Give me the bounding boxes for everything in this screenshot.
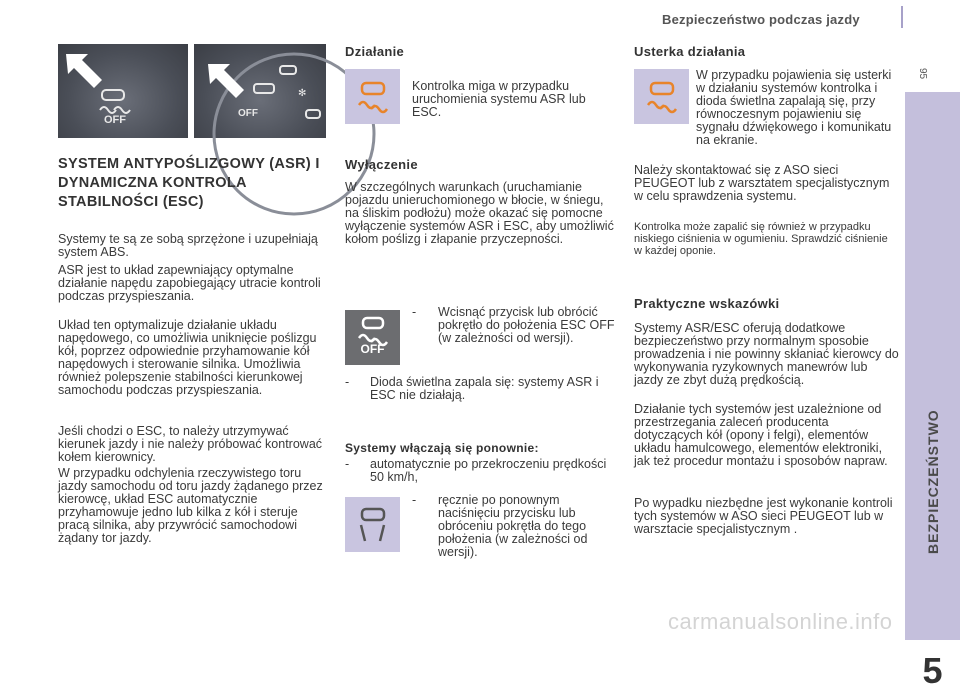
wylaczenie-heading: Wyłączenie bbox=[345, 157, 418, 172]
svg-text:✻: ✻ bbox=[298, 88, 307, 99]
praktyczne-heading: Praktyczne wskazówki bbox=[634, 296, 780, 311]
left-paragraph-2: ASR jest to układ zapewniający optymalne działanie napędu zapobiegający utracie kontroli podczas przyspieszania. bbox=[58, 263, 321, 303]
left-paragraph-5: W przypadku odchylenia rzeczywistego toru jazdy samochodu od toru jazdy żądanego przez kierowcę, układ ESC automatycznie przyhamowuje jedno lub kilka z kół i steruje pracą silnika, aby przywrócić samochodowi żądany tor jazdy. bbox=[58, 466, 323, 545]
knob-dial-icon bbox=[194, 44, 326, 138]
left-paragraph-3: Układ ten optymalizuje działanie układu napędowego, co umożliwia uniknięcie poślizgu kół, poprzez odpowiednie przyhamowanie kół napędowych i sterowanie silnika. Umożliwia również polepszenie stabilności kierunkowej samochodu podczas przyspieszania. bbox=[58, 318, 317, 397]
asr-skid-icon bbox=[345, 69, 400, 124]
praktyczne-paragraph-2: Działanie tych systemów jest uzależnione od przestrzegania zaleceń producenta dotyczących kół (opony i felgi), elementów układu hamulcowego, elementów elektroniki, jak też procedur montażu i sposobów napraw. bbox=[634, 402, 888, 468]
usterka-note: Kontrolka może zapalić się również w przypadku niskiego ciśnienia w ogumieniu. Sprawdzić ciśnienie w każdej oponie. bbox=[634, 221, 888, 257]
chapter-sidetab bbox=[905, 92, 960, 691]
knob-off-label: OFF bbox=[238, 108, 258, 119]
bullet-dash: - bbox=[412, 305, 417, 319]
photo-off-label: OFF bbox=[104, 114, 126, 126]
bullet-dash: - bbox=[345, 375, 350, 389]
dzialanie-text: Kontrolka miga w przypadku uruchomienia systemu ASR lub ESC. bbox=[412, 79, 586, 119]
page-number: 95 bbox=[917, 68, 928, 80]
praktyczne-paragraph-1: Systemy ASR/ESC oferują dodatkowe bezpieczeństwo przy normalnym sposobie prowadzenia i nie powinny skłaniać kierowcy do wykonywania ryzykownych manewrów lub jazdy ze zbyt dużą prędkością. bbox=[634, 321, 899, 387]
bullet-dash: - bbox=[412, 493, 417, 507]
usterka-text: W przypadku pojawienia się usterki w działaniu systemów kontrolka i dioda świetlna zapalają się, przy równoczesnym pojawieniu się sygnału dźwiękowego i komunikatu na ekranie. bbox=[696, 68, 892, 147]
usterka-contact: Należy skontaktować się z ASO sieci PEUGEOT lub z warsztatem specjalistycznym w celu sprawdzenia systemu. bbox=[634, 163, 890, 203]
esc-off-button-box bbox=[345, 310, 400, 365]
fault-skid-icon bbox=[634, 69, 689, 124]
lane-icon-box bbox=[345, 497, 400, 552]
chapter-label: BEZPIECZEŃSTWO bbox=[924, 409, 941, 554]
chapter-number: 5 bbox=[922, 650, 943, 691]
watermark: carmanualsonline.info bbox=[668, 609, 893, 634]
esc-off-label: OFF bbox=[360, 342, 385, 356]
skid-car-icon bbox=[94, 86, 134, 116]
left-paragraph-4: Jeśli chodzi o ESC, to należy utrzymywać kierunek jazdy i nie należy próbować kontrować kołem kierownicy. bbox=[58, 424, 323, 464]
praktyczne-paragraph-3: Po wypadku niezbędne jest wykonanie kontroli tych systemów w ASO sieci PEUGEOT lub w warsztacie specjalistycznym . bbox=[634, 496, 893, 536]
header-rule bbox=[901, 6, 903, 28]
left-paragraph-1: Systemy te są ze sobą sprzężone i uzupełniają system ABS. bbox=[58, 232, 318, 259]
header-title: Bezpieczeństwo podczas jazdy bbox=[662, 12, 860, 27]
asr-warning-lamp-box bbox=[345, 69, 400, 124]
dzialanie-heading: Działanie bbox=[345, 44, 405, 59]
skid-reset-icon bbox=[345, 497, 400, 552]
main-heading: SYSTEM ANTYPOŚLIZGOWY (ASR) I DYNAMICZNA KONTROLA STABILNOŚCI (ESC) bbox=[58, 156, 320, 210]
bullet-manual: ręcznie po ponownym naciśnięciu przycisku lub obróceniu pokrętła do tego położenia (w zależności od wersji). bbox=[438, 493, 588, 559]
bullet-led: Dioda świetlna zapala się: systemy ASR i ESC nie działają. bbox=[370, 375, 599, 402]
bullet-press: Wcisnąć przycisk lub obrócić pokrętło do położenia ESC OFF (w zależności od wersji). bbox=[438, 305, 615, 345]
usterka-heading: Usterka działania bbox=[634, 44, 746, 59]
bullet-dash: - bbox=[345, 457, 350, 471]
reenable-heading: Systemy włączają się ponownie: bbox=[345, 441, 539, 455]
esc-button-photo bbox=[58, 44, 188, 138]
esc-knob-photo bbox=[194, 44, 326, 138]
bullet-auto: automatycznie po przekroczeniu prędkości 50 km/h, bbox=[370, 457, 607, 484]
fault-lamp-box bbox=[634, 69, 689, 124]
wylaczenie-text: W szczególnych warunkach (uruchamianie pojazdu unieruchomionego w błocie, w śniegu, na śliskim podłożu) może okazać się pomocne wyłączenie systemów ASR i ESC, aby umożliwić kołom poślizg i złapanie przyczepności. bbox=[345, 180, 614, 246]
